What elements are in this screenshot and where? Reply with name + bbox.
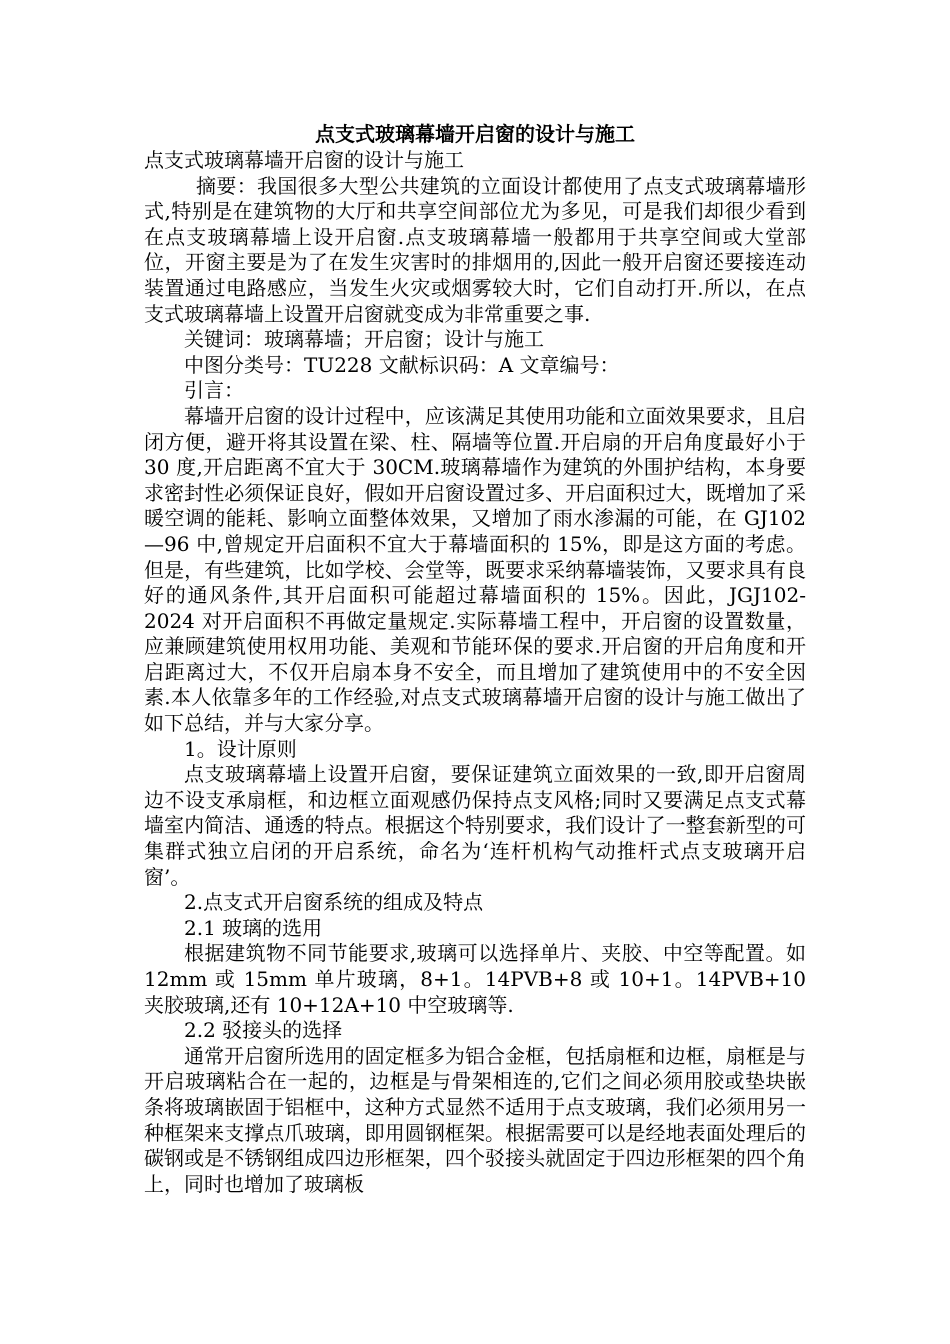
intro-heading: 引言： xyxy=(184,378,244,403)
section-1-heading: 1。设计原则 xyxy=(184,736,297,761)
section-2-2-paragraph: 通常开启窗所选用的固定框多为铝合金框，包括扇框和边框，扇框是与开启玻璃粘合在一起的，边框是与骨架相连的,它们之间必须用胶或垫块嵌条将玻璃嵌固于铝框中，这种方式显然不适用于点支玻璃，我们必须用另一种框架来支撑点爪玻璃，即用圆钢框架。根据需要可以是经地表面处理后的碳钢或是不锈钢组成四边形框架，四个驳接头就固定于四边形框架的四个角上，同时也增加了玻璃板 xyxy=(144,1043,806,1196)
section-2-2-heading: 2.2 驳接头的选择 xyxy=(184,1018,343,1043)
intro-paragraph: 幕墙开启窗的设计过程中，应该满足其使用功能和立面效果要求，且启闭方便，避开将其设置在梁、柱、隔墙等位置.开启扇的开启角度最好小于 30 度,开启距离不宜大于 30CM.玻璃幕墙作为建筑的外围护结构，本身要求密封性必须保证良好，假如开启窗设置过多、开启面积过大，既增加了采暖空调的能耗、影响立面整体效果，又增加了雨水渗漏的可能，在 GJ102—96 中,曾规定开启面积不宜大于幕墙面积的 15%，即是这方面的考虑。但是，有些建筑，比如学校、会堂等，既要求采纳幕墙装饰，又要求具有良好的通风条件,其开启面积可能超过幕墙面积的 15%。因此，JGJ102-2024 对开启面积不再做定量规定.实际幕墙工程中，开启窗的设置数量，应兼顾建筑使用权用功能、美观和节能环保的要求.开启窗的开启角度和开启距离过大，不仅开启扇本身不安全，而且增加了建筑使用中的不安全因素.本人依靠多年的工作经验,对点支式玻璃幕墙开启窗的设计与施工做出了如下总结，并与大家分享。 xyxy=(144,403,806,736)
section-1-paragraph: 点支玻璃幕墙上设置开启窗，要保证建筑立面效果的一致,即开启窗周边不设支承扇框，和边框立面观感仍保持点支风格;同时又要满足点支式幕墙室内简洁、通透的特点。根据这个特别要求，我们设计了一整套新型的可集群式独立启闭的开启系统，命名为‘连杆机构气动推杆式点支玻璃开启窗’。 xyxy=(144,762,806,889)
document-subtitle: 点支式玻璃幕墙开启窗的设计与施工 xyxy=(144,148,464,172)
abstract-paragraph: 摘要：我国很多大型公共建筑的立面设计都使用了点支式玻璃幕墙形式,特别是在建筑物的大厅和共享空间部位尤为多见，可是我们却很少看到在点支玻璃幕墙上设开启窗.点支玻璃幕墙一般都用于共享空间或大堂部位，开窗主要是为了在发生灾害时的排烟用的,因此一般开启窗还要接连动装置通过电路感应，当发生火灾或烟雾较大时，它们自动打开.所以，在点支式玻璃幕墙上设置开启窗就变成为非常重要之事. xyxy=(144,173,806,326)
document-page xyxy=(144,120,806,1197)
document-title: 点支式玻璃幕墙开启窗的设计与施工 xyxy=(315,122,635,146)
section-2-1-paragraph: 根据建筑物不同节能要求,玻璃可以选择单片、夹胶、中空等配置。如 12mm 或 15mm 单片玻璃，8+1。14PVB+8 或 10+1。14PVB+10 夹胶玻璃,还有 10+12A+10 中空玻璃等. xyxy=(144,941,806,1017)
section-2-heading: 2.点支式开启窗系统的组成及特点 xyxy=(184,890,484,915)
keywords-line: 关键词：玻璃幕墙；开启窗；设计与施工 xyxy=(184,327,544,352)
section-2-1-heading: 2.1 玻璃的选用 xyxy=(184,915,323,940)
classification-line: 中图分类号：TU228 文献标识码：A 文章编号： xyxy=(184,352,620,377)
